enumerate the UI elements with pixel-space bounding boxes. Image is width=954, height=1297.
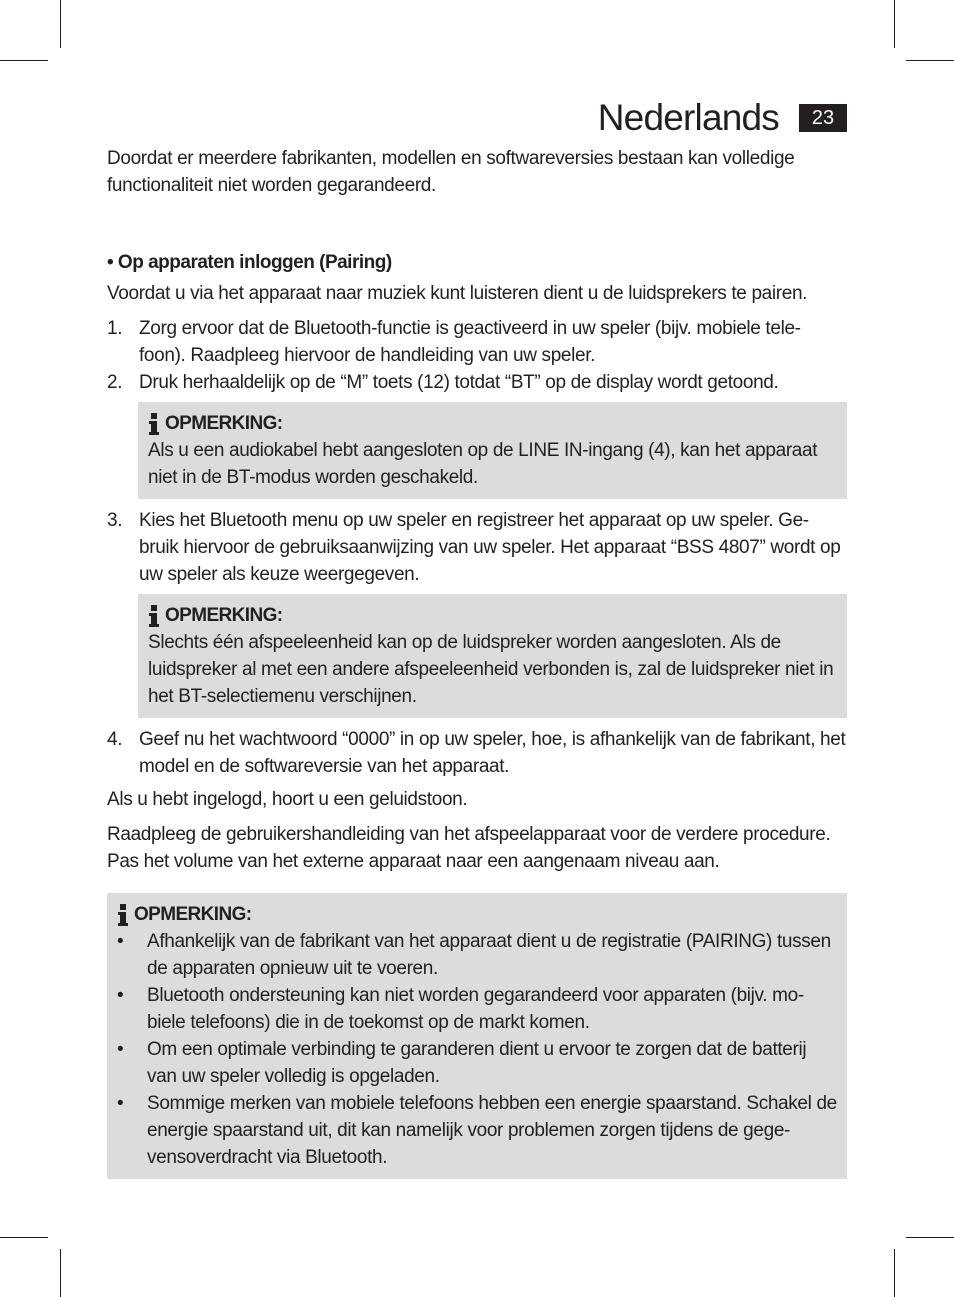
crop-mark — [60, 0, 61, 48]
bullet-symbol: • — [117, 985, 124, 1006]
bullet-symbol: • — [117, 1039, 124, 1060]
crop-mark — [0, 1237, 48, 1238]
note-bullet-list — [117, 928, 837, 1171]
intro-paragraph: Doordat er meerdere fabrikanten, modellen en softwareversies bestaan kan volledige functionaliteit niet worden gegarandeerd. — [107, 148, 795, 196]
pairing-steps — [107, 315, 847, 396]
after-pairing-text: Raadpleeg de gebruikershandleiding van het afspeelapparaat voor de verdere procedure. Pas het volume van het externe apparaat naar een aangenaam niveau aan. — [107, 824, 831, 872]
list-item — [117, 928, 837, 982]
note-title — [148, 410, 837, 437]
step-text: Zorg ervoor dat de Bluetooth-functie is geactiveerd in uw speler (bijv. mobiele tele-foon). Raadpleeg hiervoor de handleiding van uw speler. — [139, 318, 801, 366]
list-item — [107, 726, 847, 780]
list-item — [107, 315, 847, 369]
note-title-text: OPMERKING: — [165, 413, 283, 434]
bullet-text: Bluetooth ondersteuning kan niet worden gegarandeerd voor apparaten (bijv. mo-biele telefoons) die in de toekomst op de markt komen. — [147, 985, 804, 1033]
note-title — [117, 901, 837, 928]
section-heading-pairing: • Op apparaten inloggen (Pairing) — [107, 252, 392, 273]
page-content — [107, 145, 847, 1187]
step-text: Kies het Bluetooth menu op uw speler en registreer het apparaat op uw speler. Ge-bruik hiervoor de gebruiksaanwijzing van uw speler. Het apparaat “BSS 4807” wordt op uw speler als keuze weergegeven. — [139, 510, 841, 585]
list-item — [107, 369, 847, 396]
note-box — [138, 402, 847, 499]
final-note-box — [107, 893, 847, 1179]
step-text: Geef nu het wachtwoord “0000” in op uw speler, hoe, is afhankelijk van de fabrikant, het model en de softwareversie van het apparaat. — [139, 729, 846, 777]
bullet-text: Sommige merken van mobiele telefoons hebben een energie spaarstand. Schakel de energie spaarstand uit, dit kan namelijk voor problemen zorgen tijdens de gege-vensoverdracht via Bluetooth. — [147, 1093, 837, 1168]
crop-mark — [894, 0, 895, 48]
step-number: 1. — [107, 318, 123, 339]
note-title-text: OPMERKING: — [165, 605, 283, 626]
note-text: Als u een audiokabel hebt aangesloten op de LINE IN-ingang (4), kan het apparaat niet in de BT-modus worden geschakeld. — [148, 440, 818, 488]
note-text: Slechts één afspeeleenheid kan op de luidspreker worden aangesloten. Als de luidspreker al met een andere afspeeleenheid verbonden is, zal de luidspreker niet in het BT-selectiemenu verschijnen. — [148, 632, 834, 707]
list-item — [117, 1090, 837, 1171]
crop-mark — [906, 60, 954, 61]
bullet-text: Om een optimale verbinding te garanderen dient u ervoor te zorgen dat de batterij van uw speler volledig is opgeladen. — [147, 1039, 807, 1087]
pairing-steps — [107, 726, 847, 780]
bullet-text: Afhankelijk van de fabrikant van het apparaat dient u de registratie (PAIRING) tussen de apparaten opnieuw uit te voeren. — [147, 931, 831, 979]
note-title-text: OPMERKING: — [134, 904, 252, 925]
info-icon — [148, 605, 160, 627]
page-number-badge: 23 — [799, 104, 847, 132]
list-item — [117, 982, 837, 1036]
step-number: 3. — [107, 510, 123, 531]
crop-mark — [0, 60, 48, 61]
crop-mark — [894, 1249, 895, 1297]
step-number: 4. — [107, 729, 123, 750]
after-pairing-text: Als u hebt ingelogd, hoort u een geluidstoon. — [107, 789, 468, 810]
bullet-symbol: • — [117, 931, 124, 952]
info-icon — [117, 904, 129, 926]
pairing-lead: Voordat u via het apparaat naar muziek kunt luisteren dient u de luidsprekers te pairen. — [107, 283, 808, 304]
crop-mark — [60, 1249, 61, 1297]
info-icon — [148, 413, 160, 435]
list-item — [107, 507, 847, 588]
pairing-steps — [107, 507, 847, 588]
step-number: 2. — [107, 372, 123, 393]
page-header — [598, 96, 847, 140]
bullet-symbol: • — [117, 1093, 124, 1114]
crop-mark — [906, 1237, 954, 1238]
step-text: Druk herhaaldelijk op de “M” toets (12) totdat “BT” op de display wordt getoond. — [139, 372, 779, 393]
page-title: Nederlands — [597, 97, 779, 138]
note-box — [138, 594, 847, 718]
list-item — [117, 1036, 837, 1090]
note-title — [148, 602, 837, 629]
